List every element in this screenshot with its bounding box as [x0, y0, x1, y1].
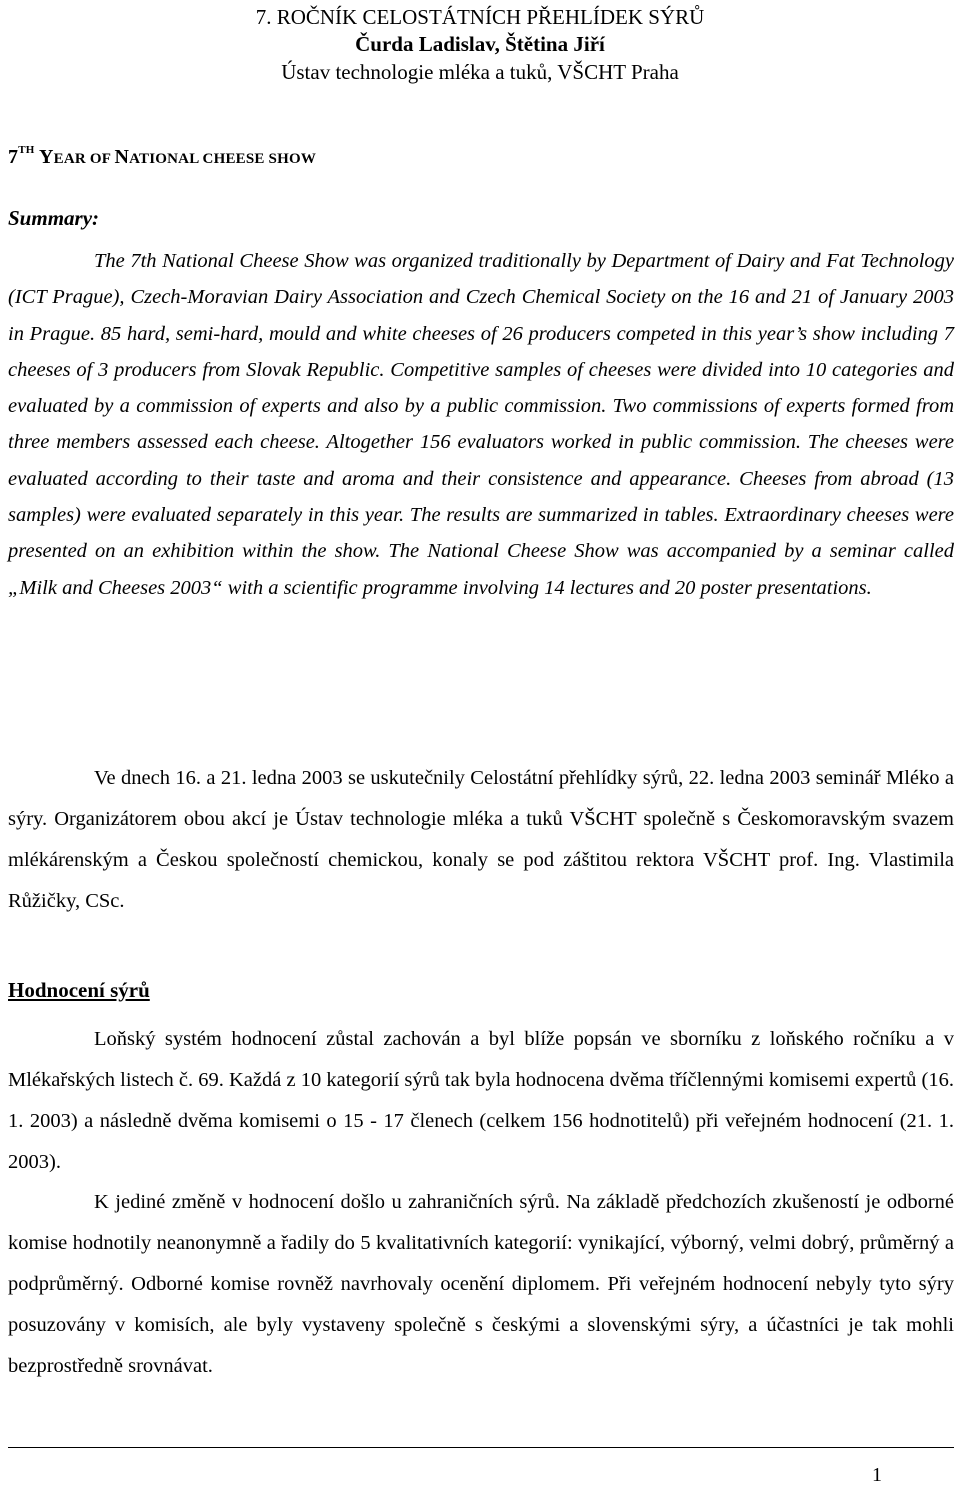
summary-paragraph: The 7th National Cheese Show was organized traditionally by Department of Dairy and Fat Technology (ICT Prague), Czech-Moravian Dairy Association and Czech Chemical Society on the 16 and 21 of January 2003 in Prague. 85 hard, semi-hard, mould and white cheeses of 26 producers competed in this year’s show including 7 cheeses of 3 producers from Slovak Republic. Competitive samples of cheeses were divided into 10 categories and evaluated by a commission of experts and also by a public commission. Two commissions of experts formed from three members assessed each cheese. Altogether 156 evaluators worked in public commission. The cheeses were evaluated according to their taste and aroma and their consistence and appearance. Cheeses from abroad (13 samples) were evaluated separately in this year. The results are summarized in tables. Extraordinary cheeses were presented on an exhibition within the show. The National Cheese Show was accompanied by a seminar called „Milk and Cheeses 2003“ with a scientific programme involving 14 lectures and 20 poster presentations. — [8, 250, 954, 599]
footer-divider — [8, 1447, 954, 1448]
english-title-small-caps-1: EAR OF — [53, 151, 115, 167]
english-title-sup: TH — [18, 144, 35, 157]
section-paragraph-1: Loňský systém hodnocení zůstal zachován a byl blíže popsán ve sborníku z loňského ročníku a v Mlékařských listech č. 69. Každá z 10 kategorií sýrů tak byla hodnocena dvěma tříčlennými komisemi expertů (16. 1. 2003) a následně dvěma komisemi o 15 - 17 členech (celkem 156 hodnotitelů) při veřejném hodnocení (21. 1. 2003). — [8, 1028, 954, 1173]
english-title-small-caps-2: ATIONAL CHEESE SHOW — [129, 151, 317, 167]
english-title — [8, 146, 316, 169]
authors: Čurda Ladislav, Štětina Jiří — [355, 32, 605, 56]
section-heading: Hodnocení sýrů — [8, 978, 150, 1002]
page-number: 1 — [872, 1464, 882, 1486]
english-title-cap-n: N — [114, 146, 130, 168]
english-title-num: 7 — [8, 146, 19, 168]
intro-paragraph: Ve dnech 16. a 21. ledna 2003 se uskutečnily Celostátní přehlídky sýrů, 22. ledna 2003 seminář Mléko a sýry. Organizátorem obou akcí je Ústav technologie mléka a tuků VŠCHT společně s Českomoravským svazem mlékárenským a Českou společností chemickou, konaly se pod záštitou rektora VŠCHT prof. Ing. Vlastimila Růžičky, CSc. — [8, 767, 954, 912]
section-paragraph-2: K jediné změně v hodnocení došlo u zahraničních sýrů. Na základě předchozích zkušeností je odborné komise hodnotily neanonymně a řadily do 5 kvalitativních kategorií: vynikající, výborný, velmi dobrý, průměrný a podprůměrný. Odborné komise rovněž navrhovaly ocenění diplomem. Při veřejném hodnocení nebyly tyto sýry posuzovány v komisích, ale byly vystaveny společně s českými a slovenskými sýry, a účastníci je tak mohli bezprostředně srovnávat. — [8, 1191, 954, 1377]
document-title: 7. ROČNÍK CELOSTÁTNÍCH PŘEHLÍDEK SÝRŮ — [255, 5, 705, 29]
summary-label: Summary: — [8, 206, 100, 230]
english-title-cap-y: Y — [38, 146, 54, 168]
affiliation: Ústav technologie mléka a tuků, VŠCHT Praha — [281, 60, 679, 84]
